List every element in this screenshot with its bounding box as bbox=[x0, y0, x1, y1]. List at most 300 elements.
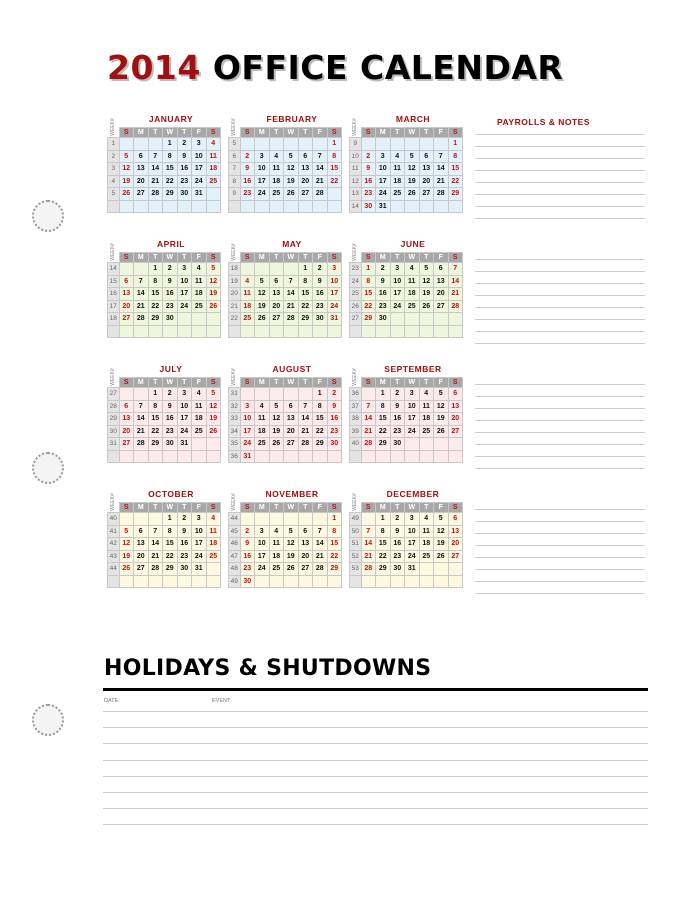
day-cell[interactable]: 6 bbox=[284, 400, 299, 413]
day-cell[interactable]: 4 bbox=[269, 150, 284, 163]
day-cell[interactable]: 19 bbox=[434, 413, 449, 426]
day-cell[interactable]: 20 bbox=[134, 175, 149, 188]
day-cell[interactable] bbox=[134, 450, 149, 463]
day-cell[interactable]: 3 bbox=[177, 263, 192, 276]
day-cell[interactable]: 17 bbox=[376, 175, 391, 188]
day-cell[interactable]: 9 bbox=[327, 400, 342, 413]
day-cell[interactable]: 29 bbox=[376, 438, 391, 451]
day-cell[interactable]: 3 bbox=[376, 150, 391, 163]
day-cell[interactable] bbox=[434, 575, 449, 588]
day-cell[interactable]: 21 bbox=[434, 175, 449, 188]
day-cell[interactable]: 20 bbox=[269, 300, 284, 313]
day-cell[interactable]: 3 bbox=[240, 400, 255, 413]
day-cell[interactable]: 2 bbox=[163, 388, 178, 401]
day-cell[interactable]: 24 bbox=[327, 300, 342, 313]
day-cell[interactable]: 20 bbox=[448, 413, 463, 426]
day-cell[interactable]: 18 bbox=[405, 288, 420, 301]
day-cell[interactable]: 1 bbox=[148, 388, 163, 401]
day-cell[interactable]: 16 bbox=[313, 288, 328, 301]
day-cell[interactable]: 3 bbox=[405, 513, 420, 526]
day-cell[interactable]: 8 bbox=[148, 275, 163, 288]
day-cell[interactable] bbox=[148, 575, 163, 588]
day-cell[interactable] bbox=[298, 450, 313, 463]
day-cell[interactable]: 25 bbox=[405, 300, 420, 313]
day-cell[interactable] bbox=[327, 450, 342, 463]
day-cell[interactable] bbox=[419, 200, 434, 213]
day-cell[interactable]: 28 bbox=[434, 188, 449, 201]
day-cell[interactable]: 16 bbox=[177, 163, 192, 176]
day-cell[interactable]: 12 bbox=[434, 525, 449, 538]
day-cell[interactable] bbox=[361, 325, 376, 338]
day-cell[interactable]: 13 bbox=[269, 288, 284, 301]
day-cell[interactable]: 26 bbox=[119, 188, 134, 201]
day-cell[interactable]: 1 bbox=[376, 388, 391, 401]
day-cell[interactable] bbox=[255, 575, 270, 588]
day-cell[interactable] bbox=[361, 575, 376, 588]
day-cell[interactable]: 26 bbox=[284, 563, 299, 576]
day-cell[interactable]: 5 bbox=[269, 400, 284, 413]
day-cell[interactable]: 9 bbox=[376, 275, 391, 288]
day-cell[interactable] bbox=[255, 388, 270, 401]
day-cell[interactable]: 31 bbox=[405, 563, 420, 576]
day-cell[interactable]: 2 bbox=[177, 513, 192, 526]
day-cell[interactable]: 29 bbox=[313, 438, 328, 451]
day-cell[interactable] bbox=[240, 388, 255, 401]
day-cell[interactable]: 12 bbox=[284, 538, 299, 551]
day-cell[interactable] bbox=[434, 313, 449, 326]
day-cell[interactable] bbox=[269, 513, 284, 526]
day-cell[interactable]: 15 bbox=[327, 163, 342, 176]
day-cell[interactable]: 27 bbox=[298, 563, 313, 576]
day-cell[interactable] bbox=[448, 438, 463, 451]
day-cell[interactable]: 9 bbox=[390, 525, 405, 538]
day-cell[interactable]: 22 bbox=[148, 300, 163, 313]
day-cell[interactable]: 21 bbox=[134, 425, 149, 438]
day-cell[interactable] bbox=[327, 575, 342, 588]
day-cell[interactable]: 14 bbox=[148, 538, 163, 551]
day-cell[interactable]: 14 bbox=[298, 413, 313, 426]
day-cell[interactable]: 31 bbox=[192, 563, 207, 576]
day-cell[interactable] bbox=[134, 200, 149, 213]
day-cell[interactable] bbox=[240, 138, 255, 151]
day-cell[interactable]: 17 bbox=[255, 550, 270, 563]
day-cell[interactable]: 10 bbox=[192, 525, 207, 538]
day-cell[interactable]: 14 bbox=[361, 413, 376, 426]
day-cell[interactable]: 14 bbox=[434, 163, 449, 176]
day-cell[interactable]: 28 bbox=[361, 438, 376, 451]
day-cell[interactable]: 12 bbox=[269, 413, 284, 426]
day-cell[interactable] bbox=[177, 450, 192, 463]
day-cell[interactable] bbox=[405, 200, 420, 213]
day-cell[interactable]: 11 bbox=[255, 413, 270, 426]
day-cell[interactable]: 17 bbox=[177, 413, 192, 426]
day-cell[interactable] bbox=[255, 513, 270, 526]
day-cell[interactable]: 2 bbox=[361, 150, 376, 163]
day-cell[interactable]: 6 bbox=[419, 150, 434, 163]
day-cell[interactable] bbox=[134, 388, 149, 401]
day-cell[interactable]: 27 bbox=[134, 563, 149, 576]
day-cell[interactable]: 7 bbox=[298, 400, 313, 413]
day-cell[interactable]: 17 bbox=[255, 175, 270, 188]
day-cell[interactable]: 10 bbox=[405, 400, 420, 413]
day-cell[interactable]: 23 bbox=[327, 425, 342, 438]
day-cell[interactable] bbox=[419, 450, 434, 463]
day-cell[interactable]: 22 bbox=[148, 425, 163, 438]
day-cell[interactable] bbox=[434, 325, 449, 338]
day-cell[interactable]: 15 bbox=[163, 538, 178, 551]
day-cell[interactable]: 14 bbox=[361, 538, 376, 551]
day-cell[interactable]: 20 bbox=[119, 300, 134, 313]
day-cell[interactable] bbox=[419, 325, 434, 338]
day-cell[interactable]: 8 bbox=[327, 525, 342, 538]
day-cell[interactable]: 17 bbox=[390, 288, 405, 301]
day-cell[interactable]: 21 bbox=[148, 550, 163, 563]
day-cell[interactable]: 15 bbox=[376, 538, 391, 551]
day-cell[interactable]: 28 bbox=[134, 438, 149, 451]
day-cell[interactable] bbox=[298, 513, 313, 526]
day-cell[interactable]: 4 bbox=[419, 388, 434, 401]
day-cell[interactable]: 30 bbox=[313, 313, 328, 326]
day-cell[interactable]: 13 bbox=[448, 400, 463, 413]
day-cell[interactable]: 10 bbox=[255, 163, 270, 176]
day-cell[interactable] bbox=[327, 188, 342, 201]
day-cell[interactable] bbox=[269, 388, 284, 401]
day-cell[interactable] bbox=[284, 450, 299, 463]
day-cell[interactable] bbox=[448, 325, 463, 338]
day-cell[interactable]: 19 bbox=[119, 175, 134, 188]
day-cell[interactable]: 21 bbox=[448, 288, 463, 301]
day-cell[interactable]: 19 bbox=[269, 425, 284, 438]
day-cell[interactable]: 31 bbox=[376, 200, 391, 213]
day-cell[interactable]: 3 bbox=[255, 525, 270, 538]
day-cell[interactable]: 30 bbox=[361, 200, 376, 213]
day-cell[interactable]: 14 bbox=[284, 288, 299, 301]
day-cell[interactable]: 10 bbox=[192, 150, 207, 163]
day-cell[interactable]: 24 bbox=[177, 425, 192, 438]
day-cell[interactable]: 23 bbox=[390, 425, 405, 438]
day-cell[interactable] bbox=[361, 138, 376, 151]
day-cell[interactable] bbox=[434, 450, 449, 463]
day-cell[interactable]: 29 bbox=[327, 563, 342, 576]
day-cell[interactable]: 6 bbox=[298, 525, 313, 538]
day-cell[interactable]: 30 bbox=[177, 563, 192, 576]
day-cell[interactable]: 24 bbox=[177, 300, 192, 313]
day-cell[interactable]: 5 bbox=[119, 150, 134, 163]
day-cell[interactable]: 27 bbox=[119, 438, 134, 451]
day-cell[interactable] bbox=[177, 325, 192, 338]
day-cell[interactable]: 13 bbox=[298, 163, 313, 176]
day-cell[interactable] bbox=[134, 325, 149, 338]
day-cell[interactable] bbox=[177, 200, 192, 213]
day-cell[interactable]: 15 bbox=[361, 288, 376, 301]
day-cell[interactable]: 1 bbox=[327, 513, 342, 526]
day-cell[interactable]: 9 bbox=[361, 163, 376, 176]
day-cell[interactable]: 20 bbox=[448, 538, 463, 551]
day-cell[interactable] bbox=[240, 263, 255, 276]
day-cell[interactable]: 19 bbox=[284, 550, 299, 563]
day-cell[interactable] bbox=[206, 313, 221, 326]
day-cell[interactable]: 26 bbox=[405, 188, 420, 201]
day-cell[interactable]: 10 bbox=[255, 538, 270, 551]
day-cell[interactable]: 30 bbox=[240, 575, 255, 588]
day-cell[interactable]: 11 bbox=[269, 538, 284, 551]
day-cell[interactable] bbox=[192, 313, 207, 326]
day-cell[interactable]: 3 bbox=[390, 263, 405, 276]
day-cell[interactable] bbox=[177, 575, 192, 588]
day-cell[interactable]: 16 bbox=[390, 538, 405, 551]
day-cell[interactable]: 30 bbox=[327, 438, 342, 451]
day-cell[interactable] bbox=[206, 438, 221, 451]
day-cell[interactable]: 5 bbox=[206, 263, 221, 276]
day-cell[interactable]: 11 bbox=[240, 288, 255, 301]
day-cell[interactable] bbox=[206, 325, 221, 338]
day-cell[interactable]: 26 bbox=[206, 425, 221, 438]
day-cell[interactable]: 6 bbox=[269, 275, 284, 288]
day-cell[interactable]: 2 bbox=[313, 263, 328, 276]
day-cell[interactable]: 29 bbox=[148, 438, 163, 451]
day-cell[interactable]: 11 bbox=[405, 275, 420, 288]
day-cell[interactable]: 16 bbox=[327, 413, 342, 426]
day-cell[interactable]: 11 bbox=[419, 400, 434, 413]
day-cell[interactable] bbox=[419, 438, 434, 451]
day-cell[interactable]: 25 bbox=[192, 425, 207, 438]
day-cell[interactable]: 9 bbox=[163, 275, 178, 288]
day-cell[interactable] bbox=[390, 325, 405, 338]
day-cell[interactable]: 26 bbox=[434, 425, 449, 438]
day-cell[interactable] bbox=[361, 450, 376, 463]
day-cell[interactable] bbox=[192, 575, 207, 588]
day-cell[interactable] bbox=[313, 575, 328, 588]
day-cell[interactable]: 18 bbox=[255, 425, 270, 438]
day-cell[interactable]: 27 bbox=[298, 188, 313, 201]
day-cell[interactable]: 22 bbox=[298, 300, 313, 313]
day-cell[interactable] bbox=[313, 138, 328, 151]
day-cell[interactable]: 2 bbox=[390, 513, 405, 526]
day-cell[interactable] bbox=[376, 325, 391, 338]
day-cell[interactable]: 2 bbox=[390, 388, 405, 401]
day-cell[interactable] bbox=[284, 138, 299, 151]
day-cell[interactable]: 1 bbox=[313, 388, 328, 401]
day-cell[interactable]: 4 bbox=[419, 513, 434, 526]
day-cell[interactable] bbox=[298, 575, 313, 588]
day-cell[interactable] bbox=[119, 138, 134, 151]
day-cell[interactable]: 13 bbox=[298, 538, 313, 551]
day-cell[interactable] bbox=[376, 450, 391, 463]
day-cell[interactable]: 19 bbox=[284, 175, 299, 188]
day-cell[interactable]: 25 bbox=[255, 438, 270, 451]
day-cell[interactable]: 22 bbox=[327, 550, 342, 563]
day-cell[interactable]: 6 bbox=[119, 400, 134, 413]
day-cell[interactable] bbox=[119, 263, 134, 276]
day-cell[interactable] bbox=[148, 200, 163, 213]
day-cell[interactable]: 2 bbox=[327, 388, 342, 401]
day-cell[interactable]: 14 bbox=[448, 275, 463, 288]
day-cell[interactable]: 12 bbox=[284, 163, 299, 176]
day-cell[interactable]: 8 bbox=[448, 150, 463, 163]
day-cell[interactable]: 15 bbox=[376, 413, 391, 426]
day-cell[interactable]: 15 bbox=[148, 288, 163, 301]
day-cell[interactable]: 12 bbox=[206, 400, 221, 413]
day-cell[interactable] bbox=[177, 313, 192, 326]
day-cell[interactable]: 28 bbox=[134, 313, 149, 326]
day-cell[interactable]: 23 bbox=[313, 300, 328, 313]
day-cell[interactable]: 5 bbox=[255, 275, 270, 288]
day-cell[interactable] bbox=[269, 450, 284, 463]
day-cell[interactable]: 24 bbox=[405, 550, 420, 563]
day-cell[interactable]: 15 bbox=[148, 413, 163, 426]
day-cell[interactable]: 22 bbox=[376, 550, 391, 563]
day-cell[interactable]: 19 bbox=[206, 288, 221, 301]
day-cell[interactable]: 30 bbox=[177, 188, 192, 201]
day-cell[interactable]: 23 bbox=[177, 175, 192, 188]
day-cell[interactable]: 27 bbox=[284, 438, 299, 451]
day-cell[interactable]: 22 bbox=[327, 175, 342, 188]
day-cell[interactable]: 3 bbox=[192, 513, 207, 526]
day-cell[interactable]: 21 bbox=[313, 175, 328, 188]
day-cell[interactable] bbox=[192, 200, 207, 213]
day-cell[interactable]: 8 bbox=[148, 400, 163, 413]
day-cell[interactable]: 4 bbox=[269, 525, 284, 538]
day-cell[interactable]: 9 bbox=[390, 400, 405, 413]
day-cell[interactable]: 27 bbox=[134, 188, 149, 201]
day-cell[interactable]: 24 bbox=[255, 188, 270, 201]
day-cell[interactable]: 26 bbox=[269, 438, 284, 451]
day-cell[interactable]: 1 bbox=[163, 138, 178, 151]
day-cell[interactable] bbox=[419, 563, 434, 576]
day-cell[interactable]: 4 bbox=[255, 400, 270, 413]
day-cell[interactable] bbox=[269, 200, 284, 213]
day-cell[interactable]: 4 bbox=[192, 263, 207, 276]
day-cell[interactable]: 20 bbox=[134, 550, 149, 563]
day-cell[interactable]: 13 bbox=[434, 275, 449, 288]
day-cell[interactable] bbox=[192, 325, 207, 338]
day-cell[interactable]: 7 bbox=[313, 525, 328, 538]
day-cell[interactable]: 25 bbox=[269, 188, 284, 201]
day-cell[interactable]: 28 bbox=[313, 563, 328, 576]
day-cell[interactable]: 19 bbox=[434, 538, 449, 551]
day-cell[interactable]: 28 bbox=[361, 563, 376, 576]
day-cell[interactable]: 26 bbox=[284, 188, 299, 201]
day-cell[interactable]: 17 bbox=[240, 425, 255, 438]
day-cell[interactable]: 26 bbox=[119, 563, 134, 576]
day-cell[interactable]: 5 bbox=[284, 525, 299, 538]
day-cell[interactable]: 2 bbox=[240, 150, 255, 163]
day-cell[interactable]: 28 bbox=[448, 300, 463, 313]
day-cell[interactable]: 1 bbox=[327, 138, 342, 151]
day-cell[interactable]: 7 bbox=[134, 275, 149, 288]
day-cell[interactable] bbox=[163, 450, 178, 463]
day-cell[interactable] bbox=[284, 263, 299, 276]
day-cell[interactable]: 19 bbox=[405, 175, 420, 188]
day-cell[interactable] bbox=[419, 313, 434, 326]
day-cell[interactable]: 2 bbox=[376, 263, 391, 276]
day-cell[interactable]: 12 bbox=[255, 288, 270, 301]
day-cell[interactable] bbox=[255, 325, 270, 338]
day-cell[interactable]: 20 bbox=[284, 425, 299, 438]
day-cell[interactable]: 22 bbox=[313, 425, 328, 438]
day-cell[interactable]: 15 bbox=[327, 538, 342, 551]
day-cell[interactable]: 23 bbox=[240, 188, 255, 201]
day-cell[interactable]: 27 bbox=[269, 313, 284, 326]
day-cell[interactable]: 6 bbox=[434, 263, 449, 276]
day-cell[interactable]: 26 bbox=[419, 300, 434, 313]
day-cell[interactable]: 25 bbox=[419, 550, 434, 563]
day-cell[interactable] bbox=[405, 138, 420, 151]
day-cell[interactable] bbox=[206, 563, 221, 576]
day-cell[interactable]: 1 bbox=[361, 263, 376, 276]
day-cell[interactable]: 5 bbox=[206, 388, 221, 401]
day-cell[interactable]: 11 bbox=[192, 275, 207, 288]
day-cell[interactable]: 14 bbox=[313, 538, 328, 551]
day-cell[interactable]: 15 bbox=[448, 163, 463, 176]
day-cell[interactable] bbox=[284, 513, 299, 526]
day-cell[interactable]: 16 bbox=[376, 288, 391, 301]
day-cell[interactable] bbox=[376, 138, 391, 151]
day-cell[interactable]: 28 bbox=[284, 313, 299, 326]
day-cell[interactable]: 13 bbox=[284, 413, 299, 426]
day-cell[interactable]: 7 bbox=[361, 400, 376, 413]
day-cell[interactable]: 9 bbox=[313, 275, 328, 288]
day-cell[interactable] bbox=[269, 138, 284, 151]
day-cell[interactable]: 8 bbox=[298, 275, 313, 288]
day-cell[interactable] bbox=[361, 388, 376, 401]
day-cell[interactable]: 24 bbox=[405, 425, 420, 438]
day-cell[interactable]: 16 bbox=[163, 288, 178, 301]
day-cell[interactable]: 28 bbox=[313, 188, 328, 201]
day-cell[interactable]: 21 bbox=[361, 550, 376, 563]
day-cell[interactable] bbox=[448, 450, 463, 463]
day-cell[interactable]: 1 bbox=[448, 138, 463, 151]
day-cell[interactable] bbox=[448, 313, 463, 326]
day-cell[interactable] bbox=[313, 450, 328, 463]
day-cell[interactable]: 12 bbox=[405, 163, 420, 176]
day-cell[interactable] bbox=[284, 575, 299, 588]
day-cell[interactable]: 4 bbox=[192, 388, 207, 401]
day-cell[interactable] bbox=[448, 563, 463, 576]
day-cell[interactable]: 21 bbox=[284, 300, 299, 313]
day-cell[interactable]: 16 bbox=[240, 175, 255, 188]
day-cell[interactable]: 30 bbox=[390, 563, 405, 576]
day-cell[interactable]: 1 bbox=[163, 513, 178, 526]
day-cell[interactable] bbox=[390, 575, 405, 588]
day-cell[interactable] bbox=[134, 263, 149, 276]
day-cell[interactable]: 31 bbox=[192, 188, 207, 201]
day-cell[interactable]: 18 bbox=[240, 300, 255, 313]
day-cell[interactable]: 3 bbox=[192, 138, 207, 151]
day-cell[interactable]: 14 bbox=[134, 288, 149, 301]
day-cell[interactable]: 13 bbox=[119, 413, 134, 426]
day-cell[interactable]: 20 bbox=[419, 175, 434, 188]
day-cell[interactable]: 25 bbox=[206, 175, 221, 188]
day-cell[interactable]: 3 bbox=[177, 388, 192, 401]
day-cell[interactable] bbox=[255, 263, 270, 276]
day-cell[interactable]: 7 bbox=[434, 150, 449, 163]
day-cell[interactable]: 30 bbox=[376, 313, 391, 326]
day-cell[interactable] bbox=[255, 200, 270, 213]
day-cell[interactable]: 31 bbox=[327, 313, 342, 326]
day-cell[interactable]: 13 bbox=[134, 538, 149, 551]
day-cell[interactable]: 18 bbox=[206, 538, 221, 551]
day-cell[interactable]: 31 bbox=[177, 438, 192, 451]
day-cell[interactable]: 11 bbox=[419, 525, 434, 538]
day-cell[interactable] bbox=[434, 563, 449, 576]
day-cell[interactable]: 17 bbox=[405, 413, 420, 426]
day-cell[interactable]: 9 bbox=[163, 400, 178, 413]
day-cell[interactable]: 12 bbox=[119, 163, 134, 176]
day-cell[interactable]: 14 bbox=[148, 163, 163, 176]
day-cell[interactable] bbox=[284, 388, 299, 401]
day-cell[interactable]: 17 bbox=[405, 538, 420, 551]
